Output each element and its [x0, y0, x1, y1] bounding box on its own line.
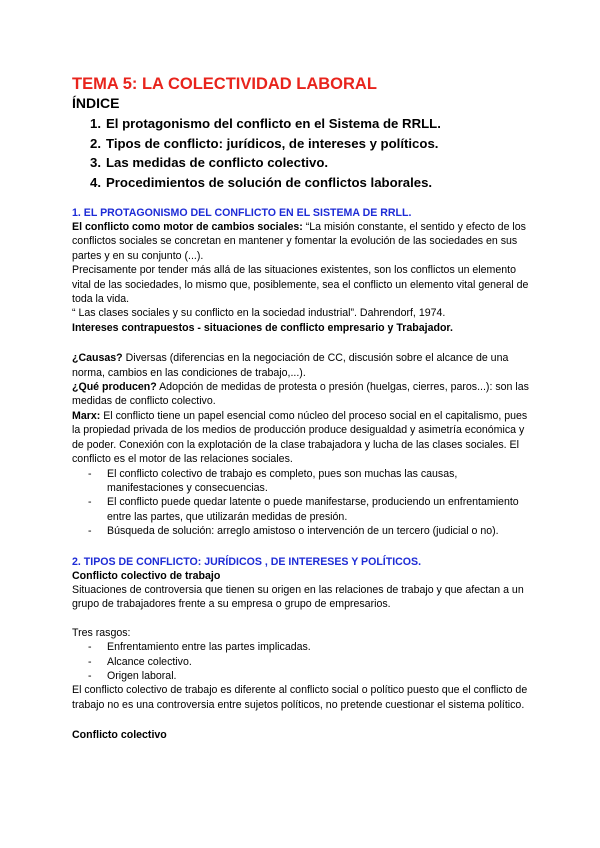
causas-paragraph: ¿Causas? Diversas (diferencias en la negociación de CC, discusión sobre el alcance de una norma, cambios en las condiciones de trabajo,...).: [72, 352, 509, 379]
intereses-line: Intereses contrapuestos - situaciones de conflicto empresario y Trabajador.: [72, 321, 453, 334]
index-item: 4. Procedimientos de solución de conflictos laborales.: [90, 174, 433, 190]
producen-paragraph: ¿Qué producen? Adopción de medidas de protesta o presión (huelgas, cierres, paros...): son las medidas de conflicto colectivo.: [72, 381, 529, 408]
list-item: - Enfrentamiento entre las partes implicadas.: [88, 641, 311, 654]
conflict-bullets: [72, 467, 532, 539]
list-item: - Alcance colectivo.: [88, 655, 192, 668]
document-page: [72, 74, 532, 743]
list-item: - Origen laboral.: [88, 669, 177, 682]
index-list: [72, 114, 532, 192]
motor-paragraph: El conflicto como motor de cambios sociales: “La misión constante, el sentido y efecto de los conflictos sociales se concretan en mantener y fomentar la evolución de las sociedades en sus partes y en su conjunto (...).: [72, 221, 526, 262]
section-2-heading: 2. TIPOS DE CONFLICTO: JURÍDICOS , DE INTERESES Y POLÍTICOS.: [72, 555, 422, 568]
subheading-conflicto-colectivo: Conflicto colectivo: [72, 729, 167, 742]
vital-paragraph: Precisamente por tender más allá de las situaciones existentes, son los conflictos un elemento vital de las sociedades, lo mismo que, posiblemente, sea el conflicto un elemento vital general de toda la vida.: [72, 264, 529, 306]
index-item: 2. Tipos de conflicto: jurídicos, de intereses y políticos.: [90, 135, 439, 151]
definition-paragraph: Situaciones de controversia que tienen su origen en las relaciones de trabajo y que afectan a un grupo de trabajadores frente a su empresa o grupo de empresarios.: [72, 583, 524, 611]
index-heading: ÍNDICE: [72, 95, 120, 111]
page-title: TEMA 5: LA COLECTIVIDAD LABORAL: [72, 75, 377, 93]
list-item: - El conflicto puede quedar latente o puede manifestarse, produciendo un enfrentamiento entre las partes, que utilizarán medidas de presión.: [88, 496, 519, 523]
rasgos-list: [72, 640, 532, 683]
list-item: - El conflicto colectivo de trabajo es completo, pues son muchas las causas, manifestaciones y consecuencias.: [88, 467, 458, 494]
index-item: 3. Las medidas de conflicto colectivo.: [90, 155, 329, 170]
list-item: - Búsqueda de solución: arreglo amistoso o intervención de un tercero (judicial o no).: [88, 525, 499, 538]
index-item: 1. El protagonismo del conflicto en el Sistema de RRLL.: [90, 116, 441, 131]
dahrendorf-quote: “ Las clases sociales y su conflicto en la sociedad industrial”. Dahrendorf, 1974.: [72, 307, 446, 320]
marx-paragraph: Marx: El conflicto tiene un papel esencial como núcleo del proceso social en el capitalismo, pues la propiedad privada de los medios de producción produce desigualdad y asimetría económica y de poder. Conexión con la explotación de la clase trabajadora y lucha de las clases sociales. El conflicto es el motor de las relaciones sociales.: [72, 409, 528, 466]
section-1-heading: 1. EL PROTAGONISMO DEL CONFLICTO EN EL SISTEMA DE RRLL.: [72, 207, 412, 219]
difference-paragraph: El conflicto colectivo de trabajo es diferente al conflicto social o político puesto que el conflicto de trabajo no es una controversia entre sujetos políticos, no pretende cuestionar el sistema político.: [72, 684, 528, 711]
subheading-conflicto-trabajo: Conflicto colectivo de trabajo: [72, 569, 221, 582]
rasgos-label: Tres rasgos:: [72, 626, 131, 639]
